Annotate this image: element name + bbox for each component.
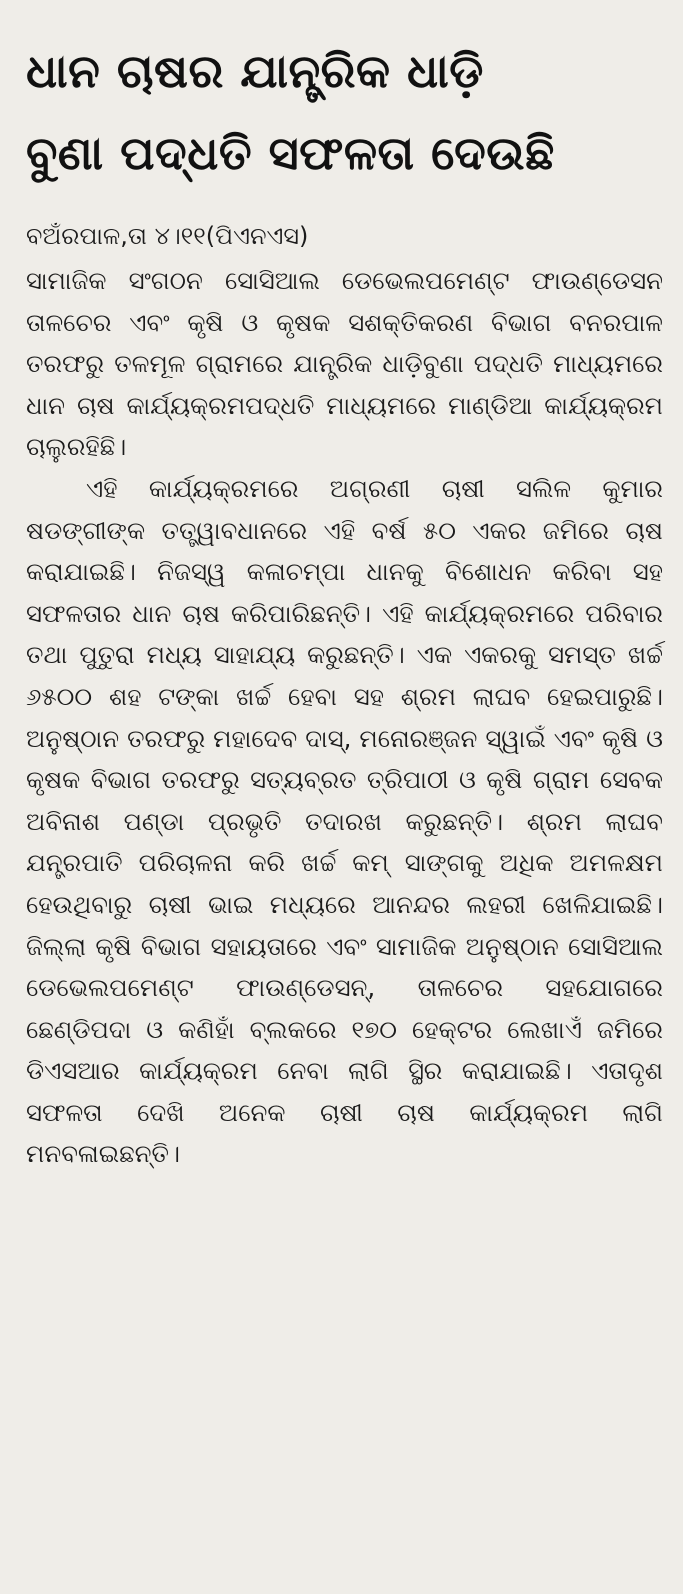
article-paragraph-2: ଏହି କାର୍ଯ୍ୟକ୍ରମରେ ଅଗ୍ରଣୀ ଚାଷୀ ସଲିଳ କୁମାର ଷଡଙ୍ଗୀଙ୍କ ତତ୍ତ୍ୱାବଧାନରେ ଏହି ବର୍ଷ ୫୦ ଏକର ଜମିରେ ଚାଷ କରାଯାଇଛି। ନିଜସ୍ୱ କଳାଚମ୍ପା ଧାନକୁ ବିଶୋଧନ କରିବା ସହ ସଫଳତାର ଧାନ ଚାଷ କରିପାରିଛନ୍ତି। ଏହି କାର୍ଯ୍ୟକ୍ରମରେ ପରିବାର ତଥା ପୁତୁରା ମଧ୍ୟ ସାହାଯ୍ୟ କରୁଛନ୍ତି। ଏକ ଏକରକୁ ସମସ୍ତ ଖର୍ଚ୍ଚ ୬୫୦୦ ଶହ ଟଙ୍କା ଖର୍ଚ୍ଚ ହେବା ସହ ଶ୍ରମ ଲାଘବ ହେଇପାରୁଛି। ଅନୁଷ୍ଠାନ ତରଫରୁ ମହାଦେବ ଦାସ୍, ମନୋରଞ୍ଜନ ସ୍ୱାଇଁ ଏବଂ କୃଷି ଓ କୃଷକ ବିଭାଗ ତରଫରୁ ସତ୍ୟବ୍ରତ ତ୍ରିପାଠୀ ଓ କୃଷି ଗ୍ରାମ ସେବକ ଅବିନାଶ ପଣ୍ଡା ପ୍ରଭୃତି ତଦାରଖ କରୁଛନ୍ତି। ଶ୍ରମ ଲାଘବ ଯନ୍ତ୍ରପାତି ପରିଚାଳନା କରି ଖର୍ଚ୍ଚ କମ୍ ସାଙ୍ଗକୁ ଅଧିକ ଅମଳକ୍ଷମ ହେଉଥିବାରୁ ଚାଷୀ ଭାଇ ମଧ୍ୟରେ ଆନନ୍ଦର ଲହରୀ ଖେଳିଯାଇଛି। ଜିଲ୍ଲା କୃଷି ବିଭାଗ ସହାୟତାରେ ଏବଂ ସାମାଜିକ ଅନୁଷ୍ଠାନ ସୋସିଆଲ ଡେଭେଲପମେଣ୍ଟ ଫାଉଣ୍ଡେସନ୍, ତାଳଚେର ସହଯୋଗରେ ଛେଣ୍ଡିପଦା ଓ କଣିହାଁ ବ୍ଲକରେ ୧୭୦ ହେକ୍ଟର ଲେଖାଏଁ ଜମିରେ ଡିଏସଆର କାର୍ଯ୍ୟକ୍ରମ ନେବା ଲାଗି ସ୍ଥିର କରାଯାଇଛି। ଏତାଦୃଶ ସଫଳତା ଦେଖି ଅନେକ ଚାଷୀ ଚାଷ କାର୍ଯ୍ୟକ୍ରମ ଲାଗି ମନବଳାଇଛନ୍ତି। [26, 473, 663, 1169]
article-dateline: ବଅଁରପାଳ,ତା ୪।୧୧(ପିଏନଏସ) [26, 222, 309, 250]
article-paragraph-1: ସାମାଜିକ ସଂଗଠନ ସୋସିଆଲ ଡେଭେଲପମେଣ୍ଟ ଫାଉଣ୍ଡେସନ ତାଳଚେର ଏବଂ କୃଷି ଓ କୃଷକ ସଶକ୍ତିକରଣ ବିଭାଗ ବନରପାଳ ତରଫରୁ ତଳମୂଳ ଗ୍ରାମରେ ଯାନ୍ତ୍ରିକ ଧାଡ଼ିବୁଣା ପଦ୍ଧତି ମାଧ୍ୟମରେ ଧାନ ଚାଷ କାର୍ଯ୍ୟକ୍ରମପଦ୍ଧତି ମାଧ୍ୟମରେ ମାଣ୍ଡିଆ କାର୍ଯ୍ୟକ୍ରମ ଚାଲୁରହିଛି। [26, 266, 663, 462]
headline-line-2: ବୁଣା ପଦ୍ଧତି ସଫଳତା ଦେଉଛି [26, 126, 555, 180]
article-body [26, 260, 663, 1175]
headline-line-1: ଧାନ ଚାଷର ଯାନ୍ତ୍ରିକ ଧାଡ଼ି [26, 44, 484, 98]
article-headline [26, 30, 663, 194]
